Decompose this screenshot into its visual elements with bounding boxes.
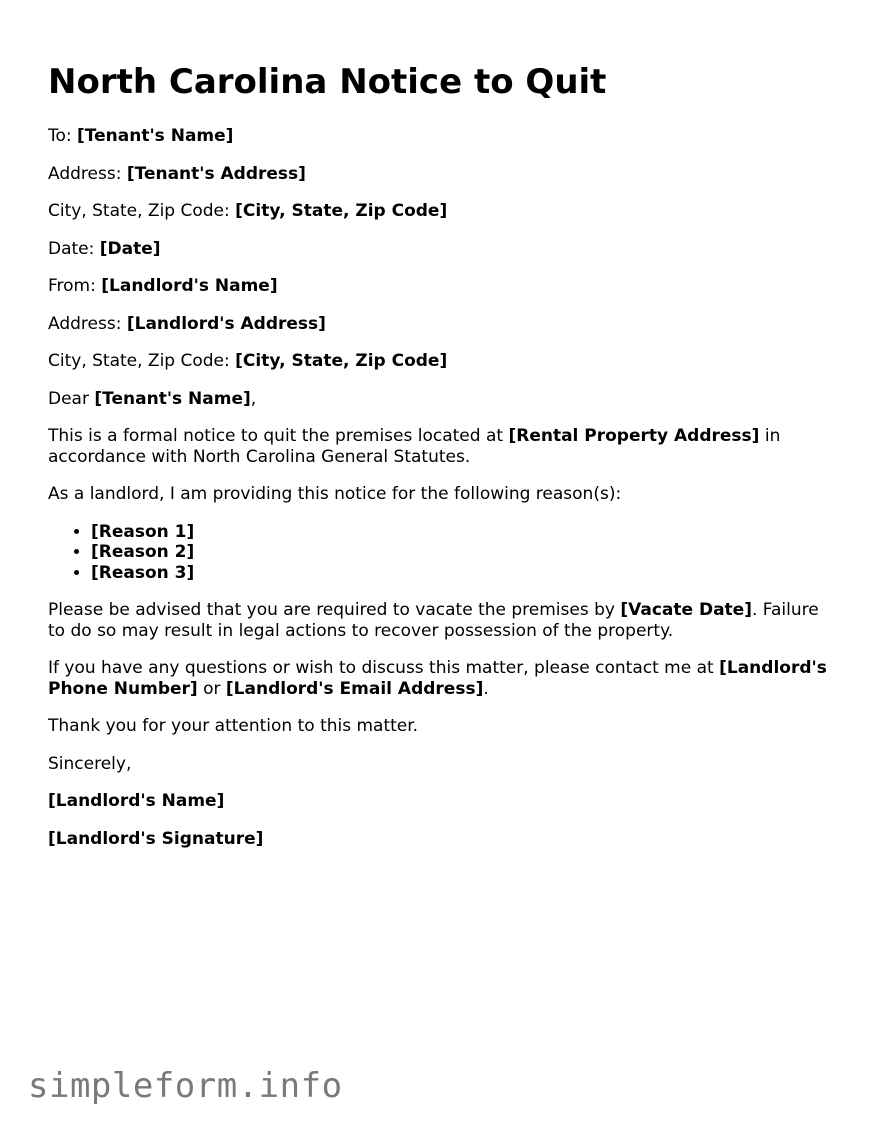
rental-property-address: [Rental Property Address] bbox=[508, 426, 760, 446]
to-address-line bbox=[48, 164, 838, 185]
vacate-date: [Vacate Date] bbox=[620, 600, 752, 620]
list-item: • [Reason 3] bbox=[91, 563, 838, 584]
contact-paragraph bbox=[48, 658, 838, 699]
closing-line: Sincerely, bbox=[48, 753, 132, 774]
to-label: To: bbox=[48, 126, 78, 146]
landlord-phone: [Landlord's Phone Number] bbox=[48, 658, 827, 699]
notice-before: This is a formal notice to quit the premises located at bbox=[48, 426, 509, 446]
contact-after: . bbox=[483, 678, 489, 699]
notice-paragraph bbox=[48, 426, 838, 467]
date-label: Date: bbox=[48, 238, 100, 259]
letter-body bbox=[48, 126, 838, 866]
to-value: [Tenant's Name] bbox=[77, 126, 234, 146]
from-city-line bbox=[48, 351, 838, 372]
from-address-value: [Landlord's Address] bbox=[126, 313, 326, 334]
from-label: From: bbox=[48, 276, 102, 296]
from-value: [Landlord's Name] bbox=[101, 276, 278, 296]
date-line bbox=[48, 239, 838, 260]
salutation bbox=[48, 389, 838, 410]
to-city-line bbox=[48, 201, 838, 222]
vacate-after: . Failure to do so may result in legal actions to recover possession of the property. bbox=[48, 600, 819, 641]
to-address-label: Address: bbox=[48, 163, 127, 184]
salutation-prefix: Dear bbox=[48, 388, 95, 409]
contact-before: If you have any questions or wish to discuss this matter, please contact me at bbox=[48, 658, 720, 678]
watermark: simpleform.info bbox=[28, 1066, 343, 1106]
to-city-value: [City, State, Zip Code] bbox=[235, 201, 448, 221]
from-city-value: [City, State, Zip Code] bbox=[235, 351, 448, 371]
page-title: North Carolina Notice to Quit bbox=[48, 62, 607, 102]
list-item: • [Reason 1] bbox=[91, 522, 838, 543]
thanks-line: Thank you for your attention to this matter. bbox=[48, 716, 419, 736]
date-value: [Date] bbox=[99, 238, 161, 259]
from-line bbox=[48, 276, 838, 297]
salutation-suffix: , bbox=[250, 388, 257, 409]
reasons-list bbox=[48, 522, 838, 584]
vacate-before: Please be advised that you are required to vacate the premises by bbox=[48, 600, 621, 620]
salutation-name: [Tenant's Name] bbox=[94, 388, 251, 409]
from-city-label: City, State, Zip Code: bbox=[48, 351, 236, 371]
from-address-line bbox=[48, 314, 838, 335]
reasons-intro: As a landlord, I am providing this notice for the following reason(s): bbox=[48, 484, 622, 504]
vacate-paragraph bbox=[48, 600, 838, 641]
signature-line: [Landlord's Signature] bbox=[48, 828, 264, 849]
to-address-value: [Tenant's Address] bbox=[126, 163, 306, 184]
to-line bbox=[48, 126, 838, 147]
notice-after: in accordance with North Carolina General Statutes. bbox=[48, 426, 781, 467]
to-city-label: City, State, Zip Code: bbox=[48, 201, 236, 221]
list-item: • [Reason 2] bbox=[91, 542, 838, 563]
landlord-email: [Landlord's Email Address] bbox=[225, 678, 484, 699]
contact-middle: or bbox=[197, 678, 226, 699]
signature-name: [Landlord's Name] bbox=[48, 791, 225, 811]
from-address-label: Address: bbox=[48, 313, 127, 334]
